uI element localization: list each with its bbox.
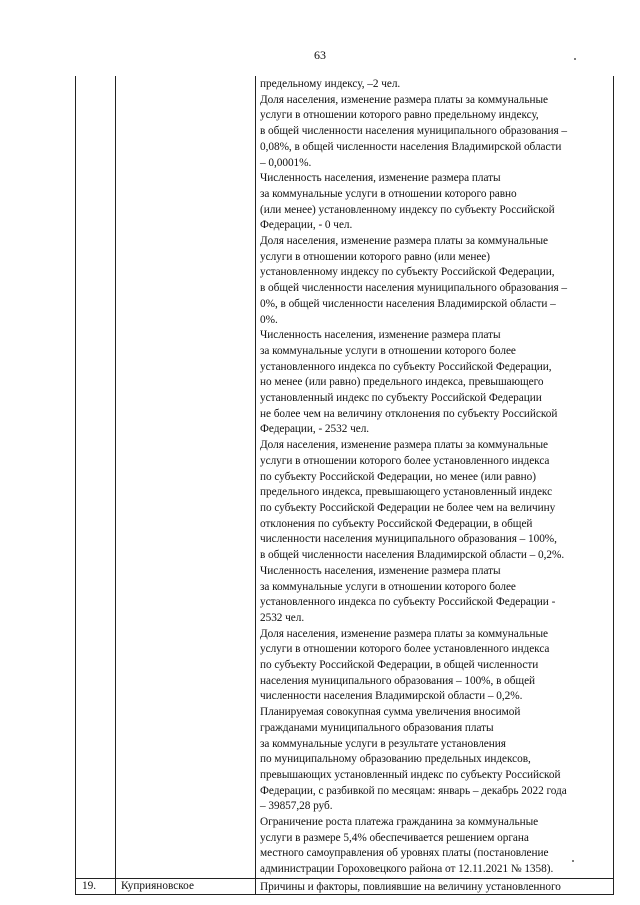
description-line: услуги в отношении которого равно предельному индексу, — [260, 109, 539, 122]
description-line: Федерации, - 2532 чел. — [260, 423, 370, 436]
description-line: услуги в отношении которого равно (или менее) — [260, 250, 490, 263]
description-line: Численность населения, изменение размера платы — [260, 564, 501, 577]
description-line: услуги в отношении которого более установленного индекса — [260, 454, 550, 467]
description-line: за коммунальные услуги в отношении которого более — [260, 580, 516, 593]
indices-table — [75, 76, 614, 895]
description-line: услуги в размере 5,4% обеспечивается решением органа — [260, 831, 529, 844]
description-line: гражданами муниципального образования платы — [260, 721, 494, 734]
description-line: Федерации, - 0 чел. — [260, 219, 353, 232]
description-line: местного самоуправления об уровнях платы (постановление — [260, 847, 549, 860]
description-line: Доля населения, изменение размера платы за коммунальные — [260, 235, 548, 248]
description-line: Ограничение роста платежа гражданина за коммунальные — [260, 816, 539, 829]
description-line: по муниципальному образованию предельных индексов, — [260, 753, 531, 766]
description-line: в общей численности населения муниципального образования – — [260, 125, 567, 138]
description-line: предельного индекса, превышающего установленный индекс — [260, 486, 553, 499]
description-line: за коммунальные услуги в отношении которого равно — [260, 187, 517, 200]
description-line: не более чем на величину отклонения по субъекту Российской — [260, 407, 558, 420]
description-line: в общей численности населения Владимирской области – 0,2%. — [260, 549, 565, 562]
description-line: численности населения Владимирской области – 0,2%. — [260, 690, 523, 703]
description-line: установленный индекс по субъекту Российской Федерации — [260, 392, 542, 405]
description-line: но менее (или равно) предельного индекса, превышающего — [260, 376, 544, 389]
municipality-name-cell — [116, 76, 256, 878]
description-line: – 39857,28 руб. — [260, 800, 333, 813]
description-line: – 0,0001%. — [260, 156, 312, 169]
description-line: установленного индекса по субъекту Российской Федерации - — [260, 596, 556, 609]
row-number-cell: 19. — [76, 879, 116, 894]
description-line: Планируемая совокупная сумма увеличения вносимой — [260, 706, 521, 719]
description-cell — [256, 76, 613, 878]
description-line: 2532 чел. — [260, 611, 305, 624]
description-line: предельному индексу, –2 чел. — [260, 78, 401, 90]
description-line: 0,08%, в общей численности населения Владимирской области — [260, 140, 562, 153]
description-line: по субъекту Российской Федерации, но менее (или равно) — [260, 470, 536, 483]
municipality-name-cell: Куприяновское — [116, 879, 256, 894]
table-row — [76, 76, 613, 878]
description-line: превышающих установленный индекс по субъекту Российской — [260, 768, 561, 781]
description-line: Численность населения, изменение размера платы — [260, 329, 501, 342]
description-line: (или менее) установленному индексу по субъекту Российской — [260, 203, 555, 216]
description-line: за коммунальные услуги в отношении которого более — [260, 344, 516, 357]
description-line: Федерации, с разбивкой по месяцам: январь – декабрь 2022 года — [260, 784, 567, 797]
description-line: установленному индексу по субъекту Российской Федерации, — [260, 266, 555, 279]
page-number: 63 — [314, 48, 326, 62]
description-line: Доля населения, изменение размера платы за коммунальные — [260, 439, 548, 452]
description-line: отклонения по субъекту Российской Федерации, в общей — [260, 517, 533, 530]
description-line: установленного индекса по субъекту Российской Федерации, — [260, 360, 552, 373]
description-cell — [256, 879, 613, 894]
description-line: в общей численности населения муниципального образования – — [260, 282, 567, 295]
description-line: по субъекту Российской Федерации, в общей численности — [260, 659, 539, 672]
description-line: Численность населения, изменение размера платы — [260, 172, 501, 185]
description-line: 0%, в общей численности населения Владимирской области – — [260, 297, 556, 310]
description-line: Доля населения, изменение размера платы за коммунальные — [260, 627, 548, 640]
description-line: по субъекту Российской Федерации не более чем на величину — [260, 501, 556, 514]
scan-speck — [572, 860, 574, 862]
description-line: Доля населения, изменение размера платы за коммунальные — [260, 93, 548, 106]
table-row — [76, 878, 613, 894]
description-line: численности населения муниципального образования – 100%, — [260, 533, 557, 546]
description-line: населения муниципального образования – 100%, в общей — [260, 674, 536, 687]
description-line: администрации Гороховецкого района от 12.11.2021 № 1358). — [260, 863, 554, 876]
scan-speck — [574, 58, 576, 60]
description-line: за коммунальные услуги в результате установления — [260, 737, 506, 750]
description-line: услуги в отношении которого более установленного индекса — [260, 643, 550, 656]
description-line: Причины и факторы, повлиявшие на величину установленного — [260, 880, 561, 893]
row-number-cell — [76, 76, 116, 878]
description-line: 0%. — [260, 313, 278, 326]
